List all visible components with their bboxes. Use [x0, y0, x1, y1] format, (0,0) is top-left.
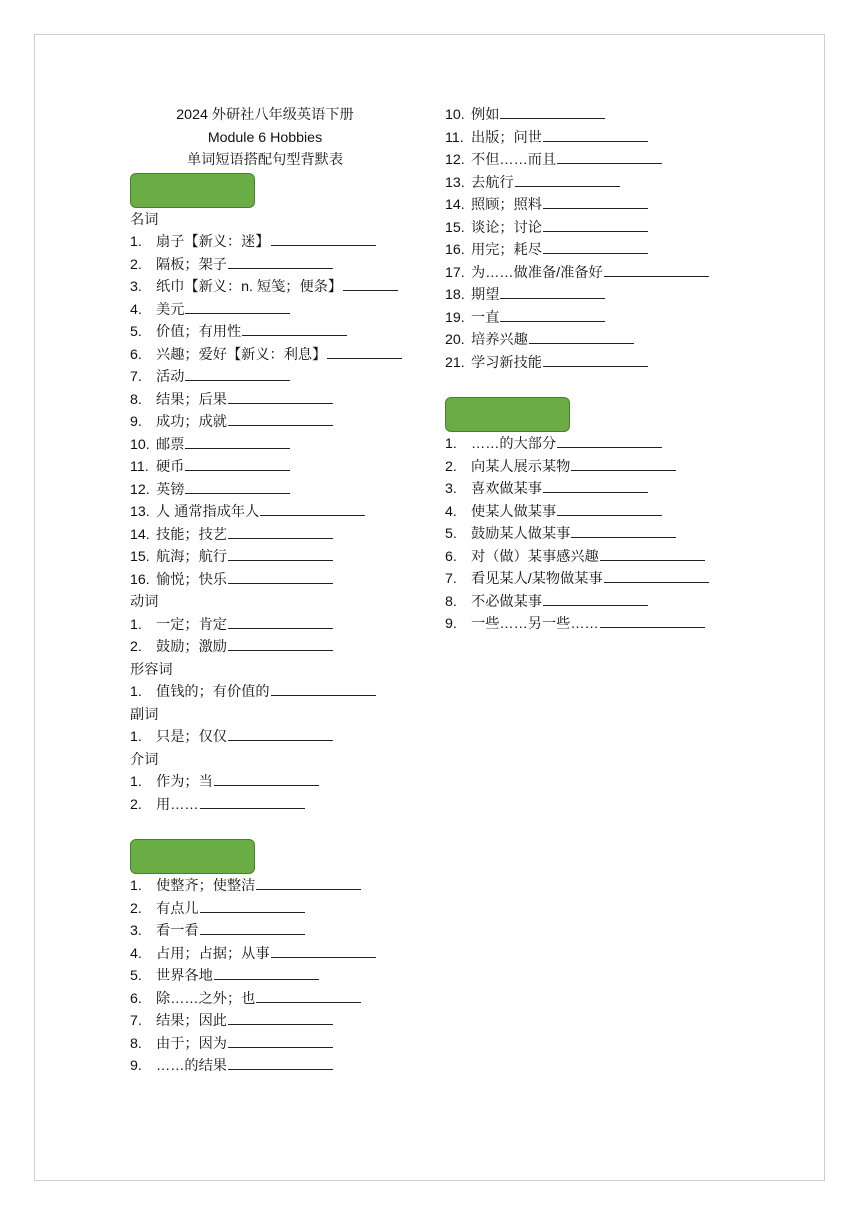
list-item: 8. 不必做某事 — [445, 591, 745, 614]
list-item: 4. 美元 — [130, 299, 430, 322]
preposition-section — [130, 749, 430, 817]
answer-blank[interactable] — [500, 285, 605, 299]
noun-section — [130, 209, 430, 592]
adjective-section — [130, 659, 430, 704]
answer-blank[interactable] — [543, 240, 648, 254]
answer-blank[interactable] — [242, 322, 347, 336]
phrases-list-right — [445, 104, 745, 374]
answer-blank[interactable] — [228, 1011, 333, 1025]
list-item: 3. 看一看 — [130, 920, 430, 943]
list-item: 1. 一定；肯定 — [130, 614, 430, 637]
list-item: 6. 兴趣；爱好【新义：利息】 — [130, 344, 430, 367]
document-title — [130, 104, 400, 172]
answer-blank[interactable] — [200, 899, 305, 913]
answer-blank[interactable] — [543, 479, 648, 493]
answer-blank[interactable] — [271, 944, 376, 958]
list-item: 16. 愉悦；快乐 — [130, 569, 430, 592]
answer-blank[interactable] — [228, 1034, 333, 1048]
answer-blank[interactable] — [543, 218, 648, 232]
answer-blank[interactable] — [228, 525, 333, 539]
answer-blank[interactable] — [256, 989, 361, 1003]
list-item: 12. 英镑 — [130, 479, 430, 502]
answer-blank[interactable] — [600, 547, 705, 561]
list-item: 18. 期望 — [445, 284, 745, 307]
answer-blank[interactable] — [500, 105, 605, 119]
answer-blank[interactable] — [271, 682, 376, 696]
list-item: 15. 谈论；讨论 — [445, 217, 745, 240]
answer-blank[interactable] — [327, 345, 402, 359]
verb-heading: 动词 — [130, 594, 159, 610]
answer-blank[interactable] — [543, 353, 648, 367]
list-item: 8. 结果；后果 — [130, 389, 430, 412]
answer-blank[interactable] — [185, 367, 290, 381]
list-item: 1. 使整齐；使整洁 — [130, 875, 430, 898]
answer-blank[interactable] — [543, 195, 648, 209]
adverb-heading: 副词 — [130, 706, 159, 723]
answer-blank[interactable] — [228, 412, 333, 426]
answer-blank[interactable] — [185, 480, 290, 494]
list-item: 13. 去航行 — [445, 172, 745, 195]
left-column — [130, 104, 430, 1078]
answer-blank[interactable] — [604, 569, 709, 583]
collocations-list — [445, 433, 745, 636]
noun-heading: 名词 — [130, 211, 159, 228]
answer-blank[interactable] — [214, 966, 319, 980]
collocations-section-badge — [445, 397, 570, 432]
answer-blank[interactable] — [543, 592, 648, 606]
list-item: 16. 用完；耗尽 — [445, 239, 745, 262]
list-item: 2. 向某人展示某物 — [445, 456, 745, 479]
answer-blank[interactable] — [571, 457, 676, 471]
answer-blank[interactable] — [604, 263, 709, 277]
answer-blank[interactable] — [228, 637, 333, 651]
answer-blank[interactable] — [600, 614, 705, 628]
list-item: 4. 占用；占据；从事 — [130, 943, 430, 966]
answer-blank[interactable] — [185, 435, 290, 449]
title-line-2: Module 6 Hobbies — [207, 129, 323, 146]
phrases-list-left — [130, 875, 430, 1078]
list-item: 11. 出版；问世 — [445, 127, 745, 150]
list-item: 1. 值钱的；有价值的 — [130, 681, 430, 704]
answer-blank[interactable] — [571, 524, 676, 538]
list-item: 5. 世界各地 — [130, 965, 430, 988]
answer-blank[interactable] — [228, 570, 333, 584]
list-item: 1. ……的大部分 — [445, 433, 745, 456]
list-item: 6. 对（做）某事感兴趣 — [445, 546, 745, 569]
list-item: 14. 照顾；照料 — [445, 194, 745, 217]
list-item: 5. 鼓励某人做某事 — [445, 523, 745, 546]
list-item: 8. 由于；因为 — [130, 1033, 430, 1056]
list-item: 7. 活动 — [130, 366, 430, 389]
spacer — [130, 816, 430, 838]
answer-blank[interactable] — [228, 1056, 333, 1070]
adverb-section — [130, 704, 430, 749]
list-item: 4. 使某人做某事 — [445, 501, 745, 524]
answer-blank[interactable] — [557, 150, 662, 164]
answer-blank[interactable] — [228, 547, 333, 561]
words-section-badge — [130, 173, 255, 208]
list-item: 3. 纸巾【新义：n. 短笺；便条】 — [130, 276, 430, 299]
adjective-heading: 形容词 — [130, 661, 173, 678]
answer-blank[interactable] — [271, 232, 376, 246]
list-item: 11. 硬币 — [130, 456, 430, 479]
answer-blank[interactable] — [256, 876, 361, 890]
right-column — [445, 104, 745, 636]
list-item: 2. 有点儿 — [130, 898, 430, 921]
list-item: 5. 价值；有用性 — [130, 321, 430, 344]
answer-blank[interactable] — [214, 772, 319, 786]
list-item: 21. 学习新技能 — [445, 352, 745, 375]
answer-blank[interactable] — [228, 255, 333, 269]
list-item: 6. 除……之外；也 — [130, 988, 430, 1011]
list-item: 7. 看见某人/某物做某事 — [445, 568, 745, 591]
list-item: 13. 人 通常指成年人 — [130, 501, 430, 524]
title-line-1: 2024 外研社八年级英语下册 — [176, 107, 354, 123]
phrases-section-badge — [130, 839, 255, 874]
answer-blank[interactable] — [200, 921, 305, 935]
spacer — [445, 374, 745, 396]
list-item: 10. 例如 — [445, 104, 745, 127]
list-item: 1. 扇子【新义：迷】 — [130, 231, 430, 254]
list-item: 12. 不但……而且 — [445, 149, 745, 172]
answer-blank[interactable] — [200, 795, 305, 809]
answer-blank[interactable] — [529, 330, 634, 344]
list-item: 9. 一些……另一些…… — [445, 613, 745, 636]
title-line-3: 单词短语搭配句型背默表 — [186, 152, 344, 168]
verb-section — [130, 591, 430, 659]
answer-blank[interactable] — [228, 727, 333, 741]
list-item: 14. 技能；技艺 — [130, 524, 430, 547]
preposition-heading: 介词 — [130, 751, 159, 768]
answer-blank[interactable] — [557, 434, 662, 448]
answer-blank[interactable] — [185, 457, 290, 471]
answer-blank[interactable] — [185, 300, 290, 314]
list-item: 3. 喜欢做某事 — [445, 478, 745, 501]
answer-blank[interactable] — [260, 502, 365, 516]
list-item: 19. 一直 — [445, 307, 745, 330]
answer-blank[interactable] — [515, 173, 620, 187]
list-item: 9. ……的结果 — [130, 1055, 430, 1078]
list-item: 2. 鼓励；激励 — [130, 636, 430, 659]
list-item: 7. 结果；因此 — [130, 1010, 430, 1033]
list-item: 20. 培养兴趣 — [445, 329, 745, 352]
answer-blank[interactable] — [228, 390, 333, 404]
list-item: 2. 用…… — [130, 794, 430, 817]
answer-blank[interactable] — [543, 128, 648, 142]
list-item: 1. 只是；仅仅 — [130, 726, 430, 749]
answer-blank[interactable] — [228, 615, 333, 629]
answer-blank[interactable] — [557, 502, 662, 516]
list-item: 2. 隔板；架子 — [130, 254, 430, 277]
list-item: 15. 航海；航行 — [130, 546, 430, 569]
list-item: 1. 作为；当 — [130, 771, 430, 794]
answer-blank[interactable] — [343, 277, 398, 291]
answer-blank[interactable] — [500, 308, 605, 322]
list-item: 17. 为……做准备/准备好 — [445, 262, 745, 285]
list-item: 9. 成功；成就 — [130, 411, 430, 434]
list-item: 10. 邮票 — [130, 434, 430, 457]
